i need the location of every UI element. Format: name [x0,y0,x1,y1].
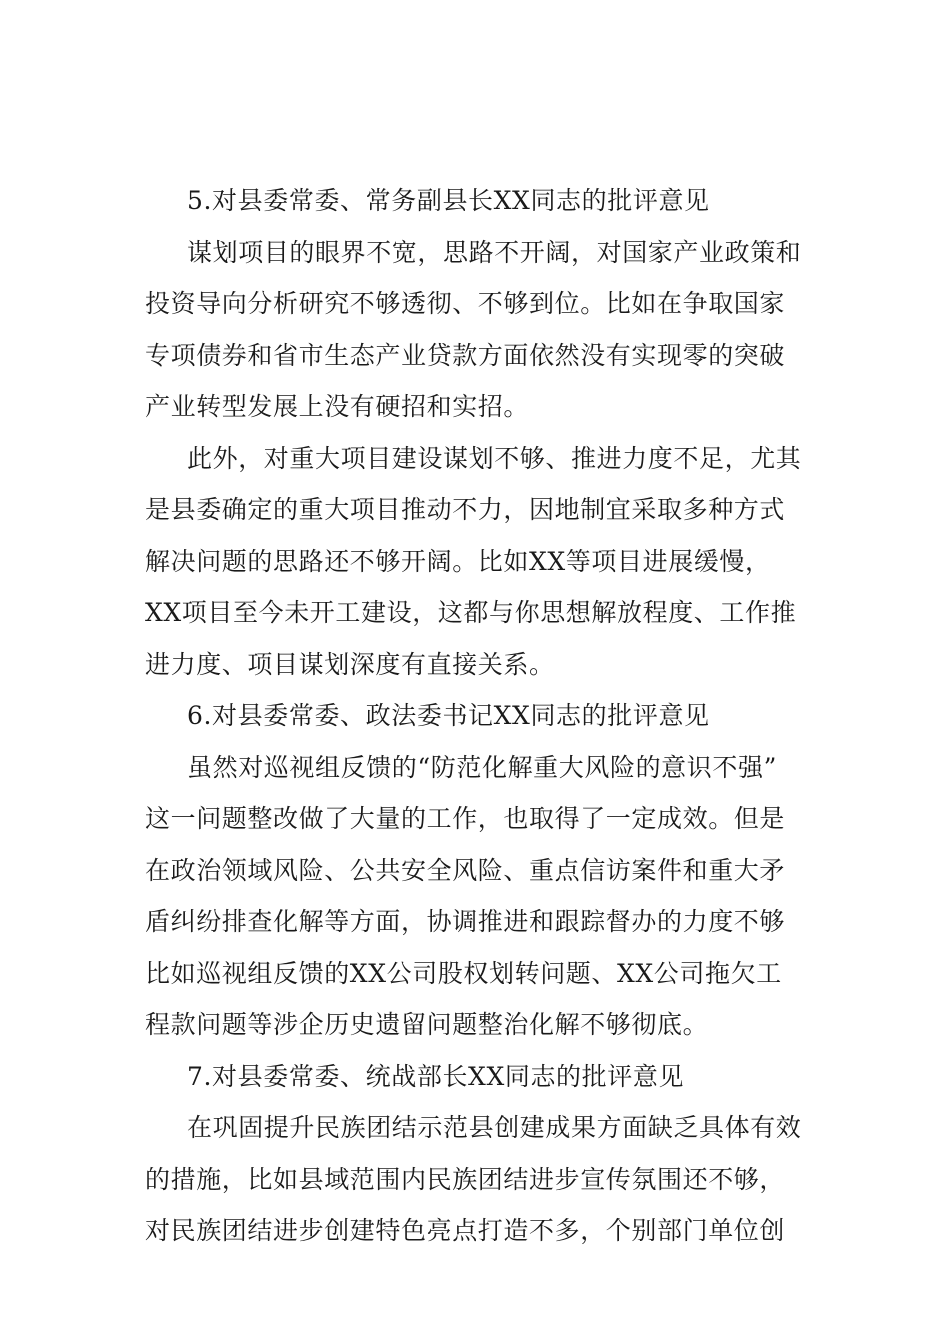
text-line: 程款问题等涉企历史遗留问题整治化解不够彻底。 [145,1010,709,1039]
paragraph [145,433,807,691]
paragraph [145,742,807,1051]
text-line: 进力度、项目谋划深度有直接关系。 [145,649,555,679]
text-line: XX项目至今未开工建设，这都与你思想解放程度、工作推 [145,598,797,627]
document-body [145,175,807,1257]
section-7 [145,1051,807,1257]
text-line: 此外，对重大项目建设谋划不够、推进力度不足，尤其 [187,443,802,473]
text-line: 产业转型发展上没有硬招和实招。 [145,392,530,421]
section-6 [145,690,807,1051]
section-heading: 5.对县委常委、常务副县长XX同志的批评意见 [187,186,710,215]
text-line: 在巩固提升民族团结示范县创建成果方面缺乏具体有效 [187,1113,802,1142]
section-5 [145,175,807,690]
section-heading: 7.对县委常委、统战部长XX同志的批评意见 [187,1061,685,1091]
text-line: 这一问题整改做了大量的工作，也取得了一定成效。但是 [145,804,786,833]
text-line: 是县委确定的重大项目推动不力，因地制宜采取多种方式 [145,495,786,524]
text-line: 谋划项目的眼界不宽，思路不开阔，对国家产业政策和 [187,237,802,267]
text-line: 的措施，比如县域范围内民族团结进步宣传氛围还不够， [145,1164,786,1194]
section-heading: 6.对县委常委、政法委书记XX同志的批评意见 [187,701,710,730]
paragraph [145,227,807,433]
text-line: 在政治领域风险、公共安全风险、重点信访案件和重大矛 [145,855,786,885]
text-line: 对民族团结进步创建特色亮点打造不多，个别部门单位创 [145,1216,786,1245]
text-line: 专项债券和省市生态产业贷款方面依然没有实现零的突破 [145,340,786,370]
paragraph [145,1102,807,1257]
text-line: 解决问题的思路还不够开阔。比如XX等项目进展缓慢， [145,546,771,576]
text-line: 比如巡视组反馈的XX公司股权划转问题、XX公司拖欠工 [145,958,782,988]
text-line: 盾纠纷排查化解等方面，协调推进和跟踪督办的力度不够 [145,907,786,936]
text-line: 投资导向分析研究不够透彻、不够到位。比如在争取国家 [145,289,786,318]
text-line: 虽然对巡视组反馈的“防范化解重大风险的意识不强” [187,752,777,782]
